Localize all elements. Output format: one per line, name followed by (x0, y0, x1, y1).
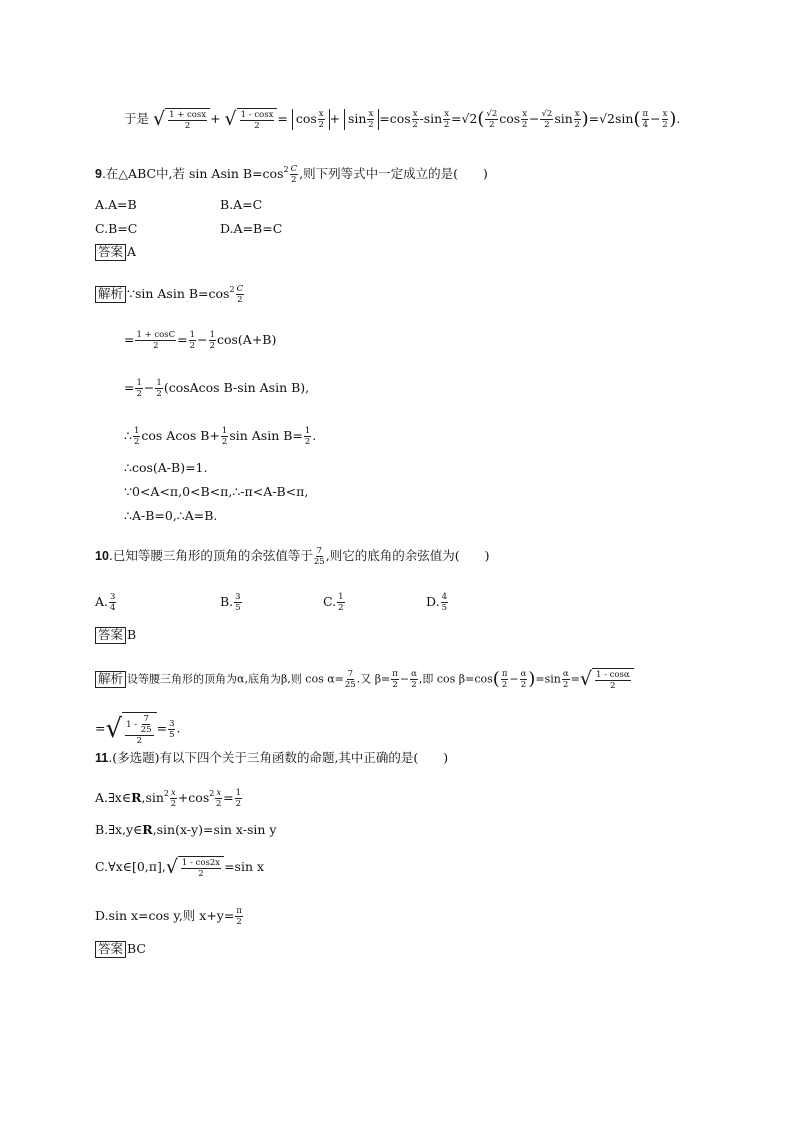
answer-tag: 答案 (95, 941, 126, 958)
analysis-tag: 解析 (95, 286, 126, 303)
q9-option-b[interactable]: B.A=C (220, 197, 263, 212)
q11-option-c[interactable]: C.∀x∈[0,π], √ 1 - cos2x 2 =sin x (95, 856, 265, 879)
question-11: 11.(多选题)有以下四个关于三角函数的命题,其中正确的是( ) (95, 750, 449, 765)
q9-analysis-line-2: = $\frac{1 + \cos C}{2}$ = $\frac{1}{2}$ − $\frac{1}{2}$ cos(A+B) (124, 330, 277, 351)
q9-analysis-line-1: 解析 ∵sin Asin $B=\cos^2$ $\frac{C}{2}$ (95, 282, 245, 305)
analysis-tag: 解析 (95, 671, 126, 688)
q9-option-d[interactable]: D.A=B=C (220, 221, 283, 236)
q11-option-a[interactable]: $A.\exists x\in R,\sin^2$ $\frac{x}{2}$ $+\cos^2$ $\frac{x}{2}$ = $\frac{1}{2}$ (95, 788, 242, 809)
q9-option-a[interactable]: A.A=B (95, 197, 137, 212)
q10-analysis-line-1: 解析 设等腰三角形的顶角为α,底角为β,则 cos α= $\frac{7}{25}$ .又 β= $\frac{\pi}{2}$ − $\frac{\alpha}{2}$ ,即 cos β=cos( $\frac{\pi}{2}$ − $\frac{\alpha}{2}$ )=sin $\frac{\alpha}{2}$ = √ 1 - cosα 2 (95, 668, 634, 691)
top-formula: 于是 √ 1 + cosx 2 + √ 1 - cosx 2 = cos $\frac{x}{2}$ + sin $\frac{x}{2}$ =cos $\frac{x}{2}$ -sin $\frac{x}{2}$ =√2( $\frac{√2}{2}$ cos $\frac{x}{2}$ − $\frac{√2}{2}$ sin $\frac{x}{2}$ )=√2sin( $\frac{\pi}{4}$ − $\frac{x}{2}$ ). (124, 108, 681, 131)
q9-analysis-line-7: ∴A-B=0,∴A=B. (124, 508, 218, 523)
sqrt-term-1: √ 1 + cosx 2 (153, 108, 210, 131)
q9-analysis-line-3: = $\frac{1}{2}$ − $\frac{1}{2}$ (cosAcos B-sin Asin B), (124, 378, 310, 399)
q10-option-c[interactable]: C. $\frac{1}{2}$ (323, 592, 344, 613)
q10-answer: 答案 B (95, 627, 136, 644)
abs-sin: sin $\frac{x}{2}$ (344, 109, 379, 130)
q10-analysis-line-2: = √ 1 - $\frac{7}{25}$ 2 = $\frac{3}{5}$ . (95, 713, 181, 746)
q11-option-b[interactable]: B.∃x,y∈R,sin(x-y)=sin x-sin y (95, 822, 277, 837)
abs-cos: cos $\frac{x}{2}$ (292, 109, 330, 130)
q9-analysis-line-4: ∴ $\frac{1}{2}$ cos Acos B+ $\frac{1}{2}$ sin Asin B= $\frac{1}{2}$ . (124, 426, 317, 447)
q9-analysis-line-6: ∵0<A<π,0<B<π,∴-π<A-B<π, (124, 484, 309, 499)
q9-option-c[interactable]: C.B=C (95, 221, 138, 236)
q11-option-d[interactable]: D.sin x=cos y,则 x+y= $\frac{\pi}{2}$ (95, 906, 242, 927)
q10-option-a[interactable]: A. $\frac{3}{4}$ (95, 592, 116, 613)
sqrt-term-2: √ 1 - cosx 2 (225, 108, 278, 131)
answer-tag: 答案 (95, 627, 126, 644)
formula-prefix: 于是 (124, 111, 150, 126)
question-9: 9.在△ABC中,若 sin Asin $B=\cos^2$ $\frac{C}{2}$ ,则下列等式中一定成立的是( ) (95, 164, 488, 185)
q11-answer: 答案 BC (95, 941, 146, 958)
answer-tag: 答案 (95, 244, 126, 261)
q9-answer: 答案 A (95, 244, 136, 261)
q9-analysis-line-5: ∴cos(A-B)=1. (124, 460, 208, 475)
question-10: 10.已知等腰三角形的顶角的余弦值等于 $\frac{7}{25}$ ,则它的底角的余弦值为( ) (95, 546, 490, 567)
q10-option-d[interactable]: D. $\frac{4}{5}$ (426, 592, 447, 613)
q10-option-b[interactable]: B. $\frac{3}{5}$ (220, 592, 241, 613)
